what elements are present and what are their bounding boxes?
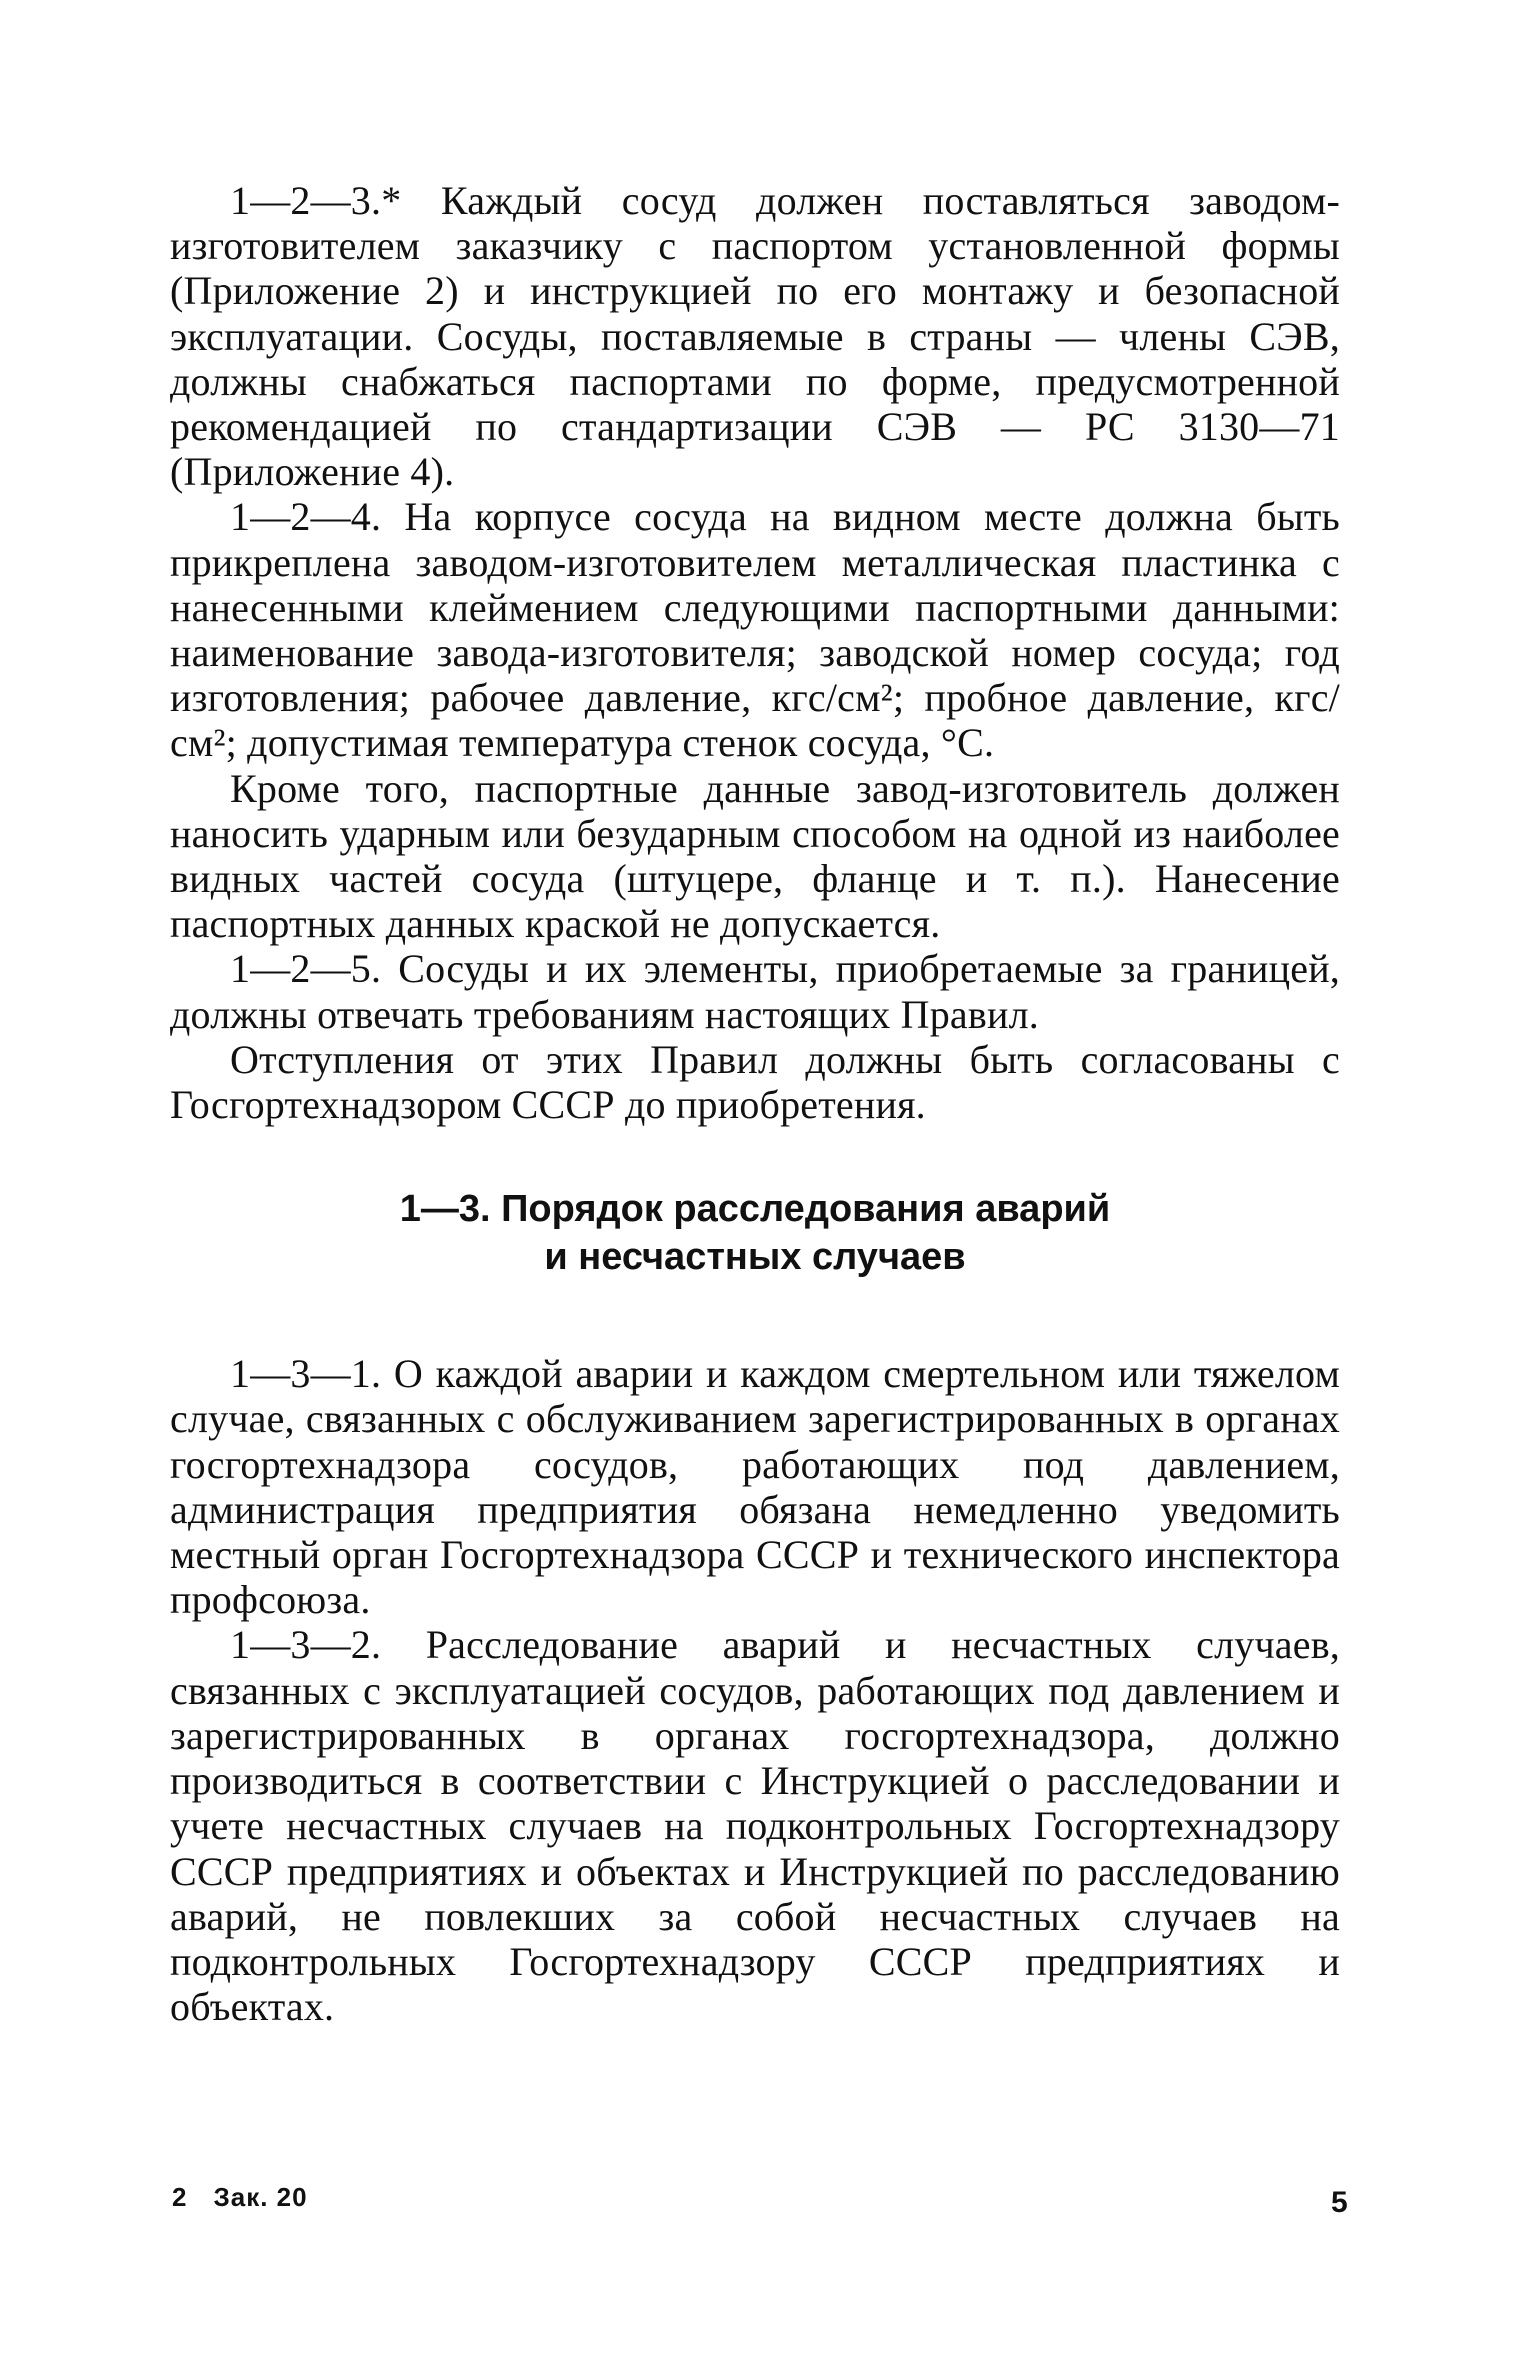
printer-signature: [172, 2182, 308, 2213]
paragraph-1-2-3: 1—2—3.* Каждый сосуд должен поставляться заводом-изготовителем заказчику с паспортом установленной формы (Приложение 2) и инструкцией по его монтажу и безопасной эксплуатации. Сосуды, поставляемые в страны — члены СЭВ, должны снабжаться паспортами по форме, предусмотренной рекомендацией по стандартизации СЭВ — РС 3130—71 (Приложение 4).: [170, 178, 1340, 495]
paragraph-1-3-1: 1—3—1. О каждой аварии и каждом смертельном или тяжелом случае, связанных с обслуживанием зарегистрированных в органах госгортехнадзора сосудов, работающих под давлением, администрация предприятия обязана немедленно уведомить местный орган Госгортехнадзора СССР и технического инспектора профсоюза.: [170, 1351, 1340, 1623]
section-heading-line-2: и несчастных случаев: [544, 1236, 966, 1279]
paragraph-1-3-2: 1—3—2. Расследование аварий и несчастных случаев, связанных с эксплуатацией сосудов, работающих под давлением и зарегистрированных в органах госгортехнадзора, должно производиться в соответствии с Инструкцией о расследовании и учете несчастных случаев на подконтрольных Госгортехнадзору СССР предприятиях и объектах и Инструкцией по расследованию аварий, не повлекших за собой несчастных случаев на подконтрольных Госгортехнадзору СССР предприятиях и объектах.: [170, 1622, 1340, 2030]
order-number: Зак. 20: [213, 2182, 308, 2212]
section-heading-line-1: 1—3. Порядок расследования аварий: [399, 1188, 1111, 1231]
document-page: [170, 178, 1340, 2029]
section-heading: [170, 1185, 1340, 1281]
paragraph-1-2-5-continued: Отступления от этих Правил должны быть согласованы с Госгортехнадзором СССР до приобретения.: [170, 1036, 1340, 1128]
page-number: 5: [1331, 2186, 1348, 2219]
paragraph-1-2-4-continued: Кроме того, паспортные данные завод-изготовитель должен наносить ударным или безударным способом на одной из наиболее видных частей сосуда (штуцере, фланце и т. п.). Нанесение паспортных данных краской не допускается.: [170, 765, 1340, 947]
paragraph-1-2-4: 1—2—4. На корпусе сосуда на видном месте должна быть прикреплена заводом-изготовителем металлическая пластинка с нанесенными клеймением следующими паспортными данными: наименование завода-изготовителя; заводской номер сосуда; год изготовления; рабочее давление, кгс/см²; пробное давление, кгс/см²; допустимая температура стенок сосуда, °С.: [170, 494, 1340, 766]
paragraph-1-2-5: 1—2—5. Сосуды и их элементы, приобретаемые за границей, должны отвечать требованиям настоящих Правил.: [170, 946, 1340, 1037]
signature-number: 2: [172, 2182, 188, 2212]
